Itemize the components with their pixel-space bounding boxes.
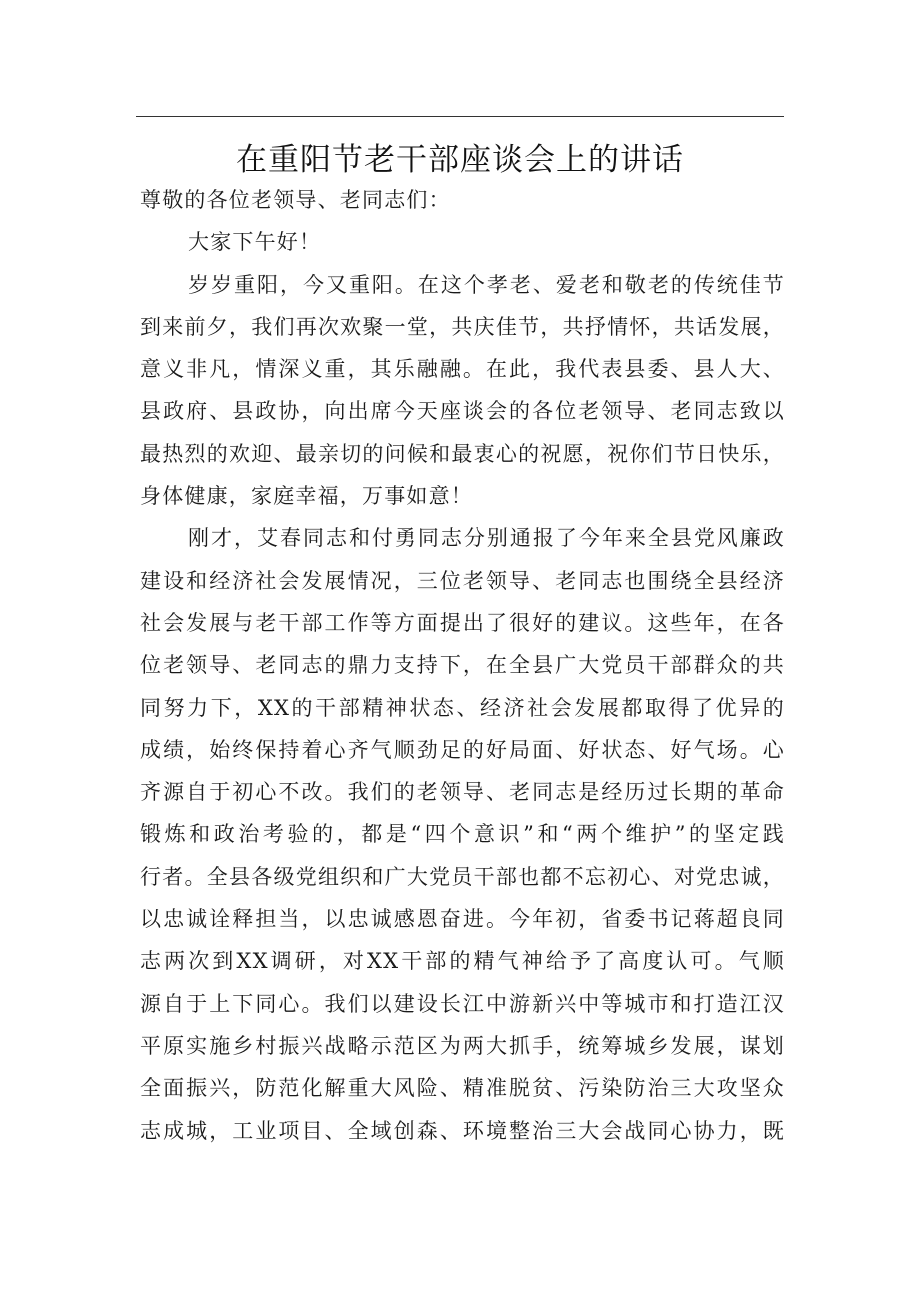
- body-line: 大家下午好！: [188, 230, 322, 255]
- body-line: 岁岁重阳，今又重阳。在这个孝老、爱老和敬老的传统佳节: [188, 272, 785, 297]
- body-line: 齐源自于初心不改。我们的老领导、老同志是经历过长期的革命: [140, 780, 785, 805]
- body-line: 建设和经济社会发展情况，三位老领导、老同志也围绕全县经济: [140, 568, 785, 593]
- body-line: 成绩，始终保持着心齐气顺劲足的好局面、好状态、好气场。心: [140, 737, 785, 762]
- body-line: 全面振兴，防范化解重大风险、精准脱贫、污染防治三大攻坚众: [140, 1076, 785, 1101]
- body-line: 行者。全县各级党组织和广大党员干部也都不忘初心、对党忠诚，: [140, 864, 785, 889]
- body-line: 身体健康，家庭幸福，万事如意！: [140, 484, 473, 509]
- body-line: 同努力下，XX的干部精神状态、经济社会发展都取得了优异的: [140, 695, 785, 720]
- body-line: 尊敬的各位老领导、老同志们：: [140, 188, 451, 212]
- body-line: 锻炼和政治考验的，都是“四个意识”和“两个维护”的坚定践: [140, 822, 785, 847]
- body-line: 到来前夕，我们再次欢聚一堂，共庆佳节，共抒情怀，共话发展，: [140, 314, 785, 339]
- body-line: 意义非凡，情深义重，其乐融融。在此，我代表县委、县人大、: [140, 357, 785, 382]
- body-line: 刚才，艾春同志和付勇同志分别通报了今年来全县党风廉政: [188, 526, 785, 551]
- body-line: 平原实施乡村振兴战略示范区为两大抓手，统筹城乡发展，谋划: [140, 1033, 785, 1058]
- body-line: 志成城，工业项目、全域创森、环境整治三大会战同心协力，既: [140, 1118, 785, 1143]
- document-body: [140, 179, 785, 1152]
- body-line: 志两次到XX调研，对XX干部的精气神给予了高度认可。气顺: [140, 949, 785, 974]
- header-rule: [136, 116, 784, 117]
- body-line: 最热烈的欢迎、最亲切的问候和最衷心的祝愿，祝你们节日快乐，: [140, 441, 785, 466]
- body-line: 社会发展与老干部工作等方面提出了很好的建议。这些年，在各: [140, 610, 785, 635]
- body-line: 县政府、县政协，向出席今天座谈会的各位老领导、老同志致以: [140, 399, 785, 424]
- document-title: 在重阳节老干部座谈会上的讲话: [236, 141, 684, 178]
- body-line: 位老领导、老同志的鼎力支持下，在全县广大党员干部群众的共: [140, 653, 785, 678]
- body-line: 源自于上下同心。我们以建设长江中游新兴中等城市和打造江汉: [140, 991, 785, 1016]
- body-line: 以忠诚诠释担当，以忠诚感恩奋进。今年初，省委书记蒋超良同: [140, 907, 785, 932]
